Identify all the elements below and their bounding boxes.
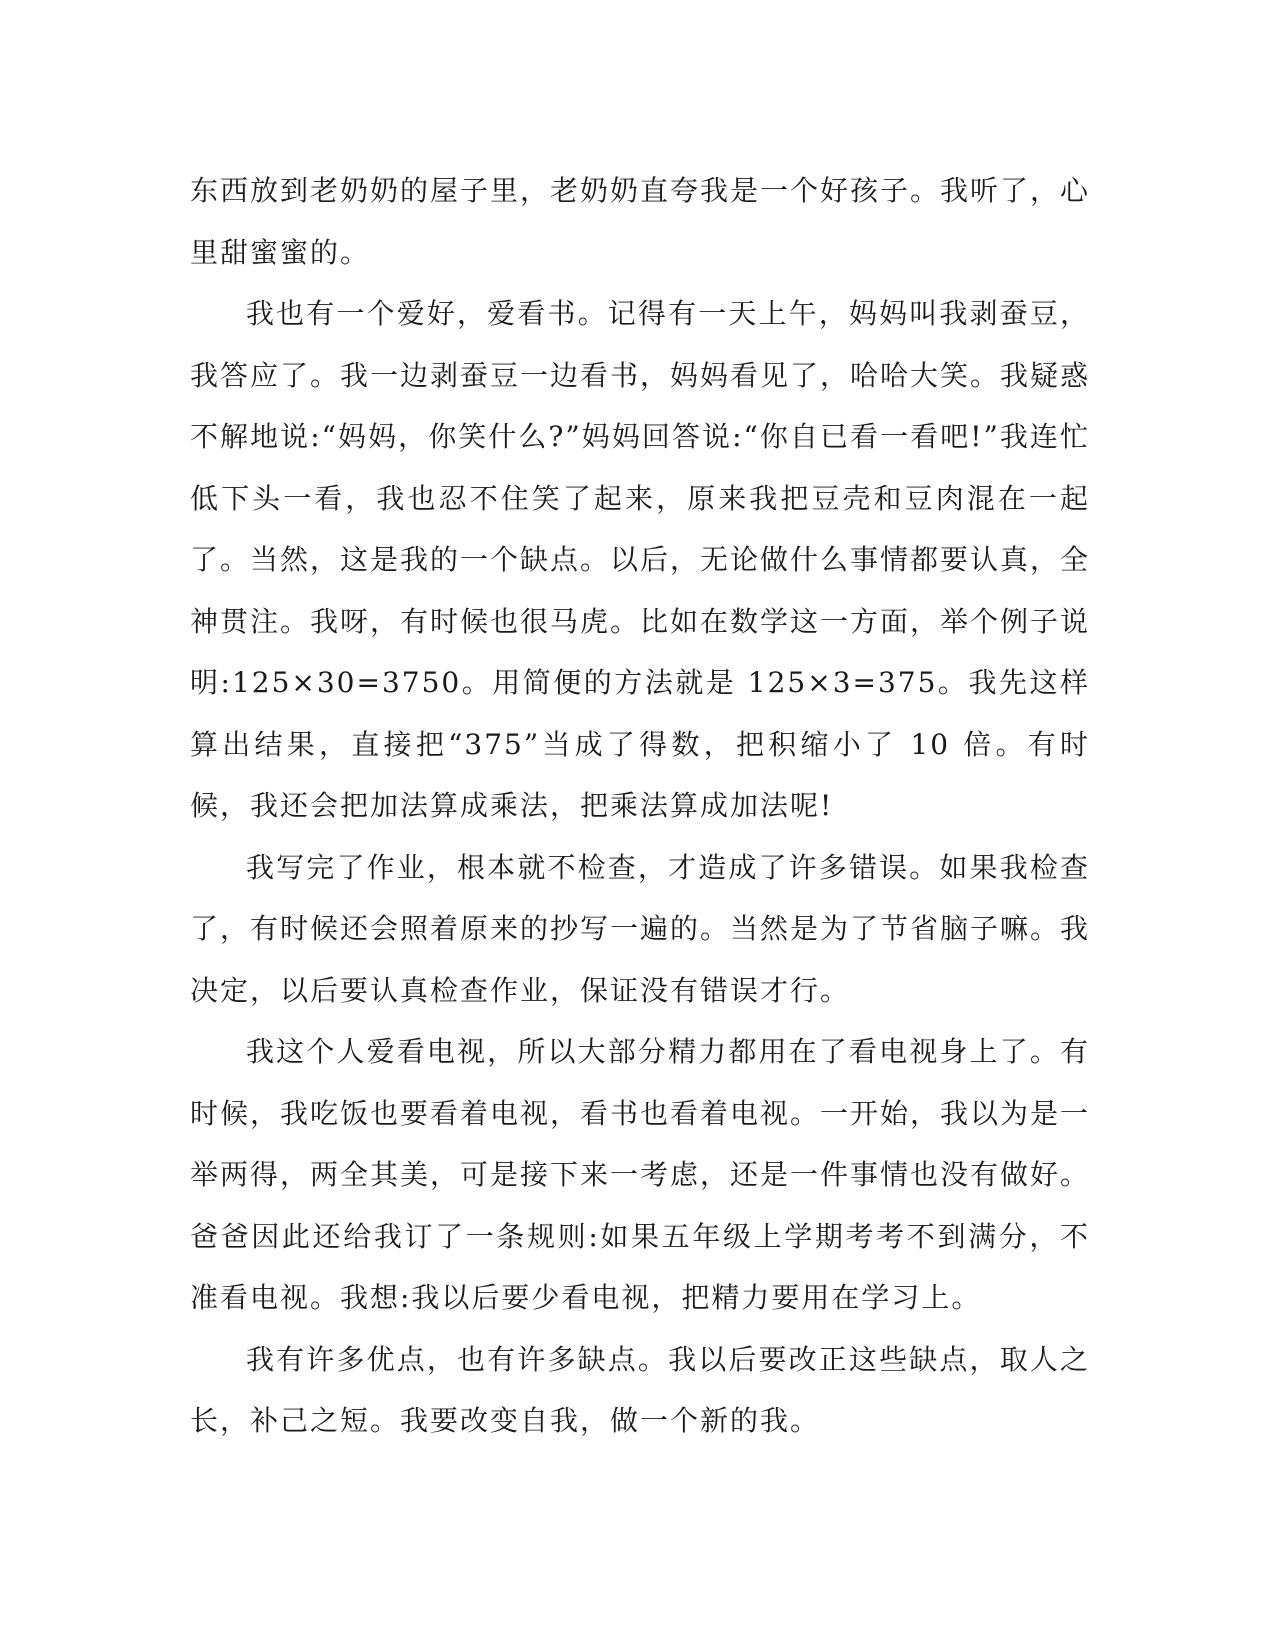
paragraph-3: 我写完了作业，根本就不检查，才造成了许多错误。如果我检查了，有时候还会照着原来的抄写一遍的。当然是为了节省脑子嘛。我决定，以后要认真检查作业，保证没有错误才行。	[190, 850, 1091, 1007]
paragraph-5: 我有许多优点，也有许多缺点。我以后要改正这些缺点，取人之长，补己之短。我要改变自我，做一个新的我。	[190, 1342, 1090, 1437]
paragraph-1: 东西放到老奶奶的屋子里，老奶奶直夸我是一个好孩子。我听了，心里甜蜜蜜的。	[190, 174, 1091, 269]
document-body	[190, 160, 1090, 1452]
paragraph-4: 我这个人爱看电视，所以大部分精力都用在了看电视身上了。有时候，我吃饭也要看着电视，看书也看着电视。一开始，我以为是一举两得，两全其美，可是接下来一考虑，还是一件事情也没有做好。爸爸因此还给我订了一条规则:如果五年级上学期考考不到满分，不准看电视。我想:我以后要少看电视，把精力要用在学习上。	[190, 1035, 1091, 1314]
paragraph-2: 我也有一个爱好，爱看书。记得有一天上午，妈妈叫我剥蚕豆，我答应了。我一边剥蚕豆一边看书，妈妈看见了，哈哈大笑。我疑惑不解地说:“妈妈，你笑什么?”妈妈回答说:“你自已看一看吧!”我连忙低下头一看，我也忍不住笑了起来，原来我把豆壳和豆肉混在一起了。当然，这是我的一个缺点。以后，无论做什么事情都要认真，全神贯注。我呀，有时候也很马虎。比如在数学这一方面，举个例子说明:125×30=3750。用简便的方法就是 125×3=375。我先这样算出结果，直接把“375”当成了得数，把积缩小了 10 倍。有时候，我还会把加法算成乘法，把乘法算成加法呢!	[190, 297, 1091, 822]
